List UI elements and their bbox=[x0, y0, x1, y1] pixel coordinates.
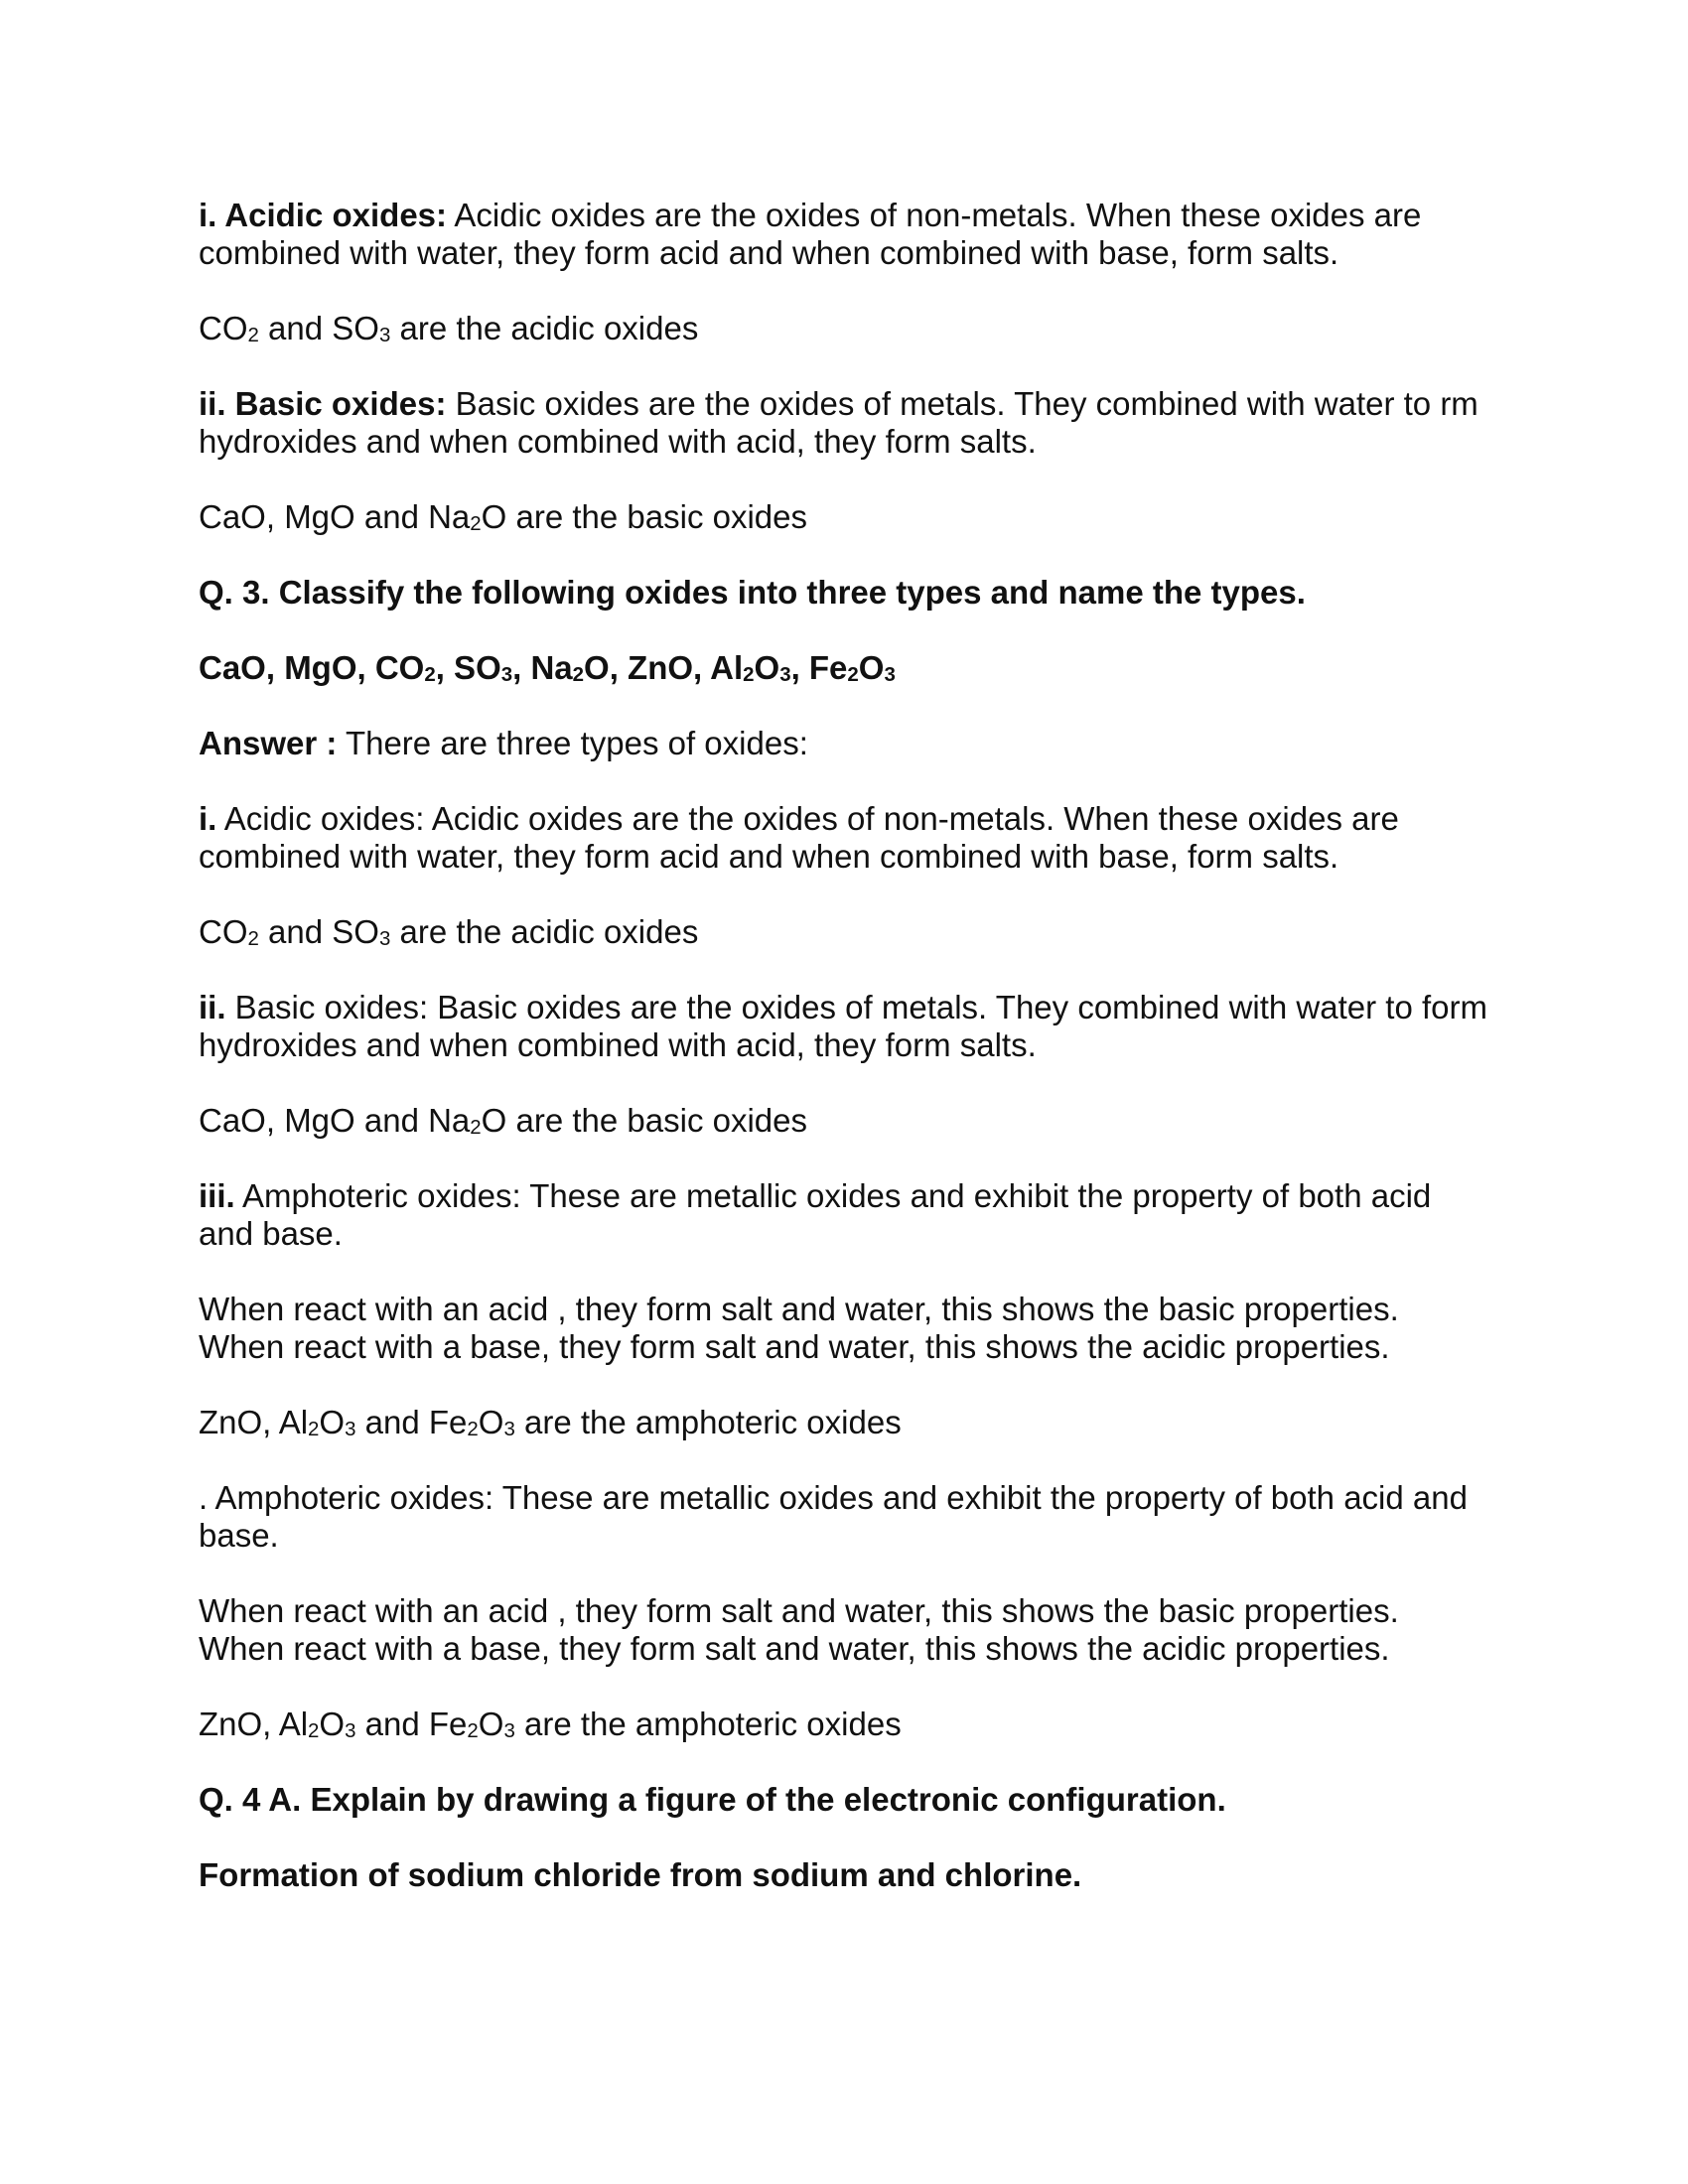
subscript: 2 bbox=[424, 663, 436, 687]
text-run: There are three types of oxides: bbox=[337, 725, 808, 761]
subscript: 3 bbox=[503, 1418, 515, 1441]
paragraph bbox=[199, 385, 1489, 461]
paragraph bbox=[199, 1479, 1489, 1555]
text-run: Formation of sodium chloride from sodium and chlorine. bbox=[199, 1856, 1082, 1893]
text-run: are the amphoteric oxides bbox=[514, 1404, 902, 1440]
text-run: O bbox=[478, 1706, 504, 1742]
subscript: 2 bbox=[247, 324, 259, 347]
text-run: O, ZnO, Al bbox=[584, 649, 744, 686]
subscript: 2 bbox=[470, 512, 482, 536]
question-heading bbox=[199, 574, 1489, 612]
paragraph bbox=[199, 725, 1489, 762]
subscript: 3 bbox=[345, 1418, 356, 1441]
paragraph bbox=[199, 1592, 1489, 1668]
text-run: Q. 3. Classify the following oxides into three types and name the types. bbox=[199, 574, 1306, 611]
subscript: 2 bbox=[308, 1719, 320, 1743]
paragraph bbox=[199, 800, 1489, 876]
text-run: When react with an acid , they form salt and water, this shows the basic properties. When react with a base, they form salt and water, this shows the acidic properties. bbox=[199, 1291, 1399, 1365]
subscript: 3 bbox=[378, 927, 391, 951]
text-run: ZnO, Al bbox=[199, 1404, 309, 1440]
subscript: 3 bbox=[503, 1719, 515, 1743]
subscript: 2 bbox=[467, 1418, 479, 1441]
text-run: O bbox=[858, 649, 885, 686]
paragraph bbox=[199, 1706, 1489, 1743]
text-run: CO bbox=[199, 913, 248, 950]
question-heading bbox=[199, 1781, 1489, 1819]
text-run: are the acidic oxides bbox=[390, 913, 699, 950]
text-run: , Fe bbox=[790, 649, 848, 686]
text-run: and SO bbox=[258, 310, 379, 346]
text-run: ZnO, Al bbox=[199, 1706, 309, 1742]
subscript: 2 bbox=[467, 1719, 479, 1743]
paragraph bbox=[199, 197, 1489, 272]
text-run: When react with an acid , they form salt and water, this shows the basic properties. When react with a base, they form salt and water, this shows the acidic properties. bbox=[199, 1592, 1399, 1667]
paragraph bbox=[199, 1291, 1489, 1366]
paragraph bbox=[199, 310, 1489, 347]
subscript: 3 bbox=[500, 663, 513, 687]
text-run: O are the basic oxides bbox=[481, 498, 807, 535]
text-run: Basic oxides are the oxides of metals. They combined with water to rm hydroxides and when combined with acid, they form salts. bbox=[199, 385, 1478, 460]
document-body bbox=[199, 197, 1489, 1894]
paragraph bbox=[199, 1102, 1489, 1140]
text-run: CO bbox=[199, 310, 248, 346]
text-run: O bbox=[319, 1404, 346, 1440]
paragraph bbox=[199, 913, 1489, 951]
text-run: Q. 4 A. Explain by drawing a figure of the electronic configuration. bbox=[199, 1781, 1226, 1818]
subscript: 2 bbox=[308, 1418, 320, 1441]
text-run: O bbox=[319, 1706, 346, 1742]
paragraph bbox=[199, 1177, 1489, 1253]
subscript: 2 bbox=[470, 1116, 482, 1140]
text-run: Amphoteric oxides: These are metallic oxides and exhibit the property of both acid and base. bbox=[199, 1177, 1432, 1252]
text-run: Acidic oxides: Acidic oxides are the oxides of non-metals. When these oxides are combined with water, they form acid and when combined with base, form salts. bbox=[199, 800, 1399, 875]
subscript: 3 bbox=[378, 324, 391, 347]
text-run: CaO, MgO and Na bbox=[199, 498, 471, 535]
subscript: 2 bbox=[743, 663, 755, 687]
paragraph-lead: ii. bbox=[199, 989, 226, 1025]
paragraph bbox=[199, 1404, 1489, 1441]
text-run: O are the basic oxides bbox=[481, 1102, 807, 1139]
question-heading bbox=[199, 649, 1489, 687]
subscript: 2 bbox=[847, 663, 859, 687]
text-run: Acidic oxides are the oxides of non-metals. When these oxides are combined with water, they form acid and when combined with base, form salts. bbox=[199, 197, 1422, 271]
text-run: CaO, MgO and Na bbox=[199, 1102, 471, 1139]
paragraph bbox=[199, 989, 1489, 1064]
text-run: . Amphoteric oxides: These are metallic oxides and exhibit the property of both acid and base. bbox=[199, 1479, 1468, 1554]
subscript: 3 bbox=[345, 1719, 356, 1743]
text-run: and SO bbox=[258, 913, 379, 950]
paragraph-lead: Answer : bbox=[199, 725, 338, 761]
text-run: CaO, MgO, CO bbox=[199, 649, 425, 686]
paragraph bbox=[199, 498, 1489, 536]
subscript: 2 bbox=[572, 663, 585, 687]
text-run: Basic oxides: Basic oxides are the oxides of metals. They combined with water to form hydroxides and when combined with acid, they form salts. bbox=[199, 989, 1487, 1063]
text-run: and Fe bbox=[355, 1404, 468, 1440]
text-run: , Na bbox=[512, 649, 573, 686]
text-run: and Fe bbox=[355, 1706, 468, 1742]
question-heading bbox=[199, 1856, 1489, 1894]
subscript: 3 bbox=[884, 663, 896, 687]
paragraph-lead: i. bbox=[199, 800, 217, 837]
paragraph-lead: ii. Basic oxides: bbox=[199, 385, 447, 422]
paragraph-lead: iii. bbox=[199, 1177, 235, 1214]
subscript: 3 bbox=[779, 663, 791, 687]
paragraph-lead: i. Acidic oxides: bbox=[199, 197, 448, 233]
text-run: are the amphoteric oxides bbox=[514, 1706, 902, 1742]
text-run: O bbox=[754, 649, 780, 686]
text-run: are the acidic oxides bbox=[390, 310, 699, 346]
subscript: 2 bbox=[247, 927, 259, 951]
text-run: , SO bbox=[435, 649, 501, 686]
text-run: O bbox=[478, 1404, 504, 1440]
